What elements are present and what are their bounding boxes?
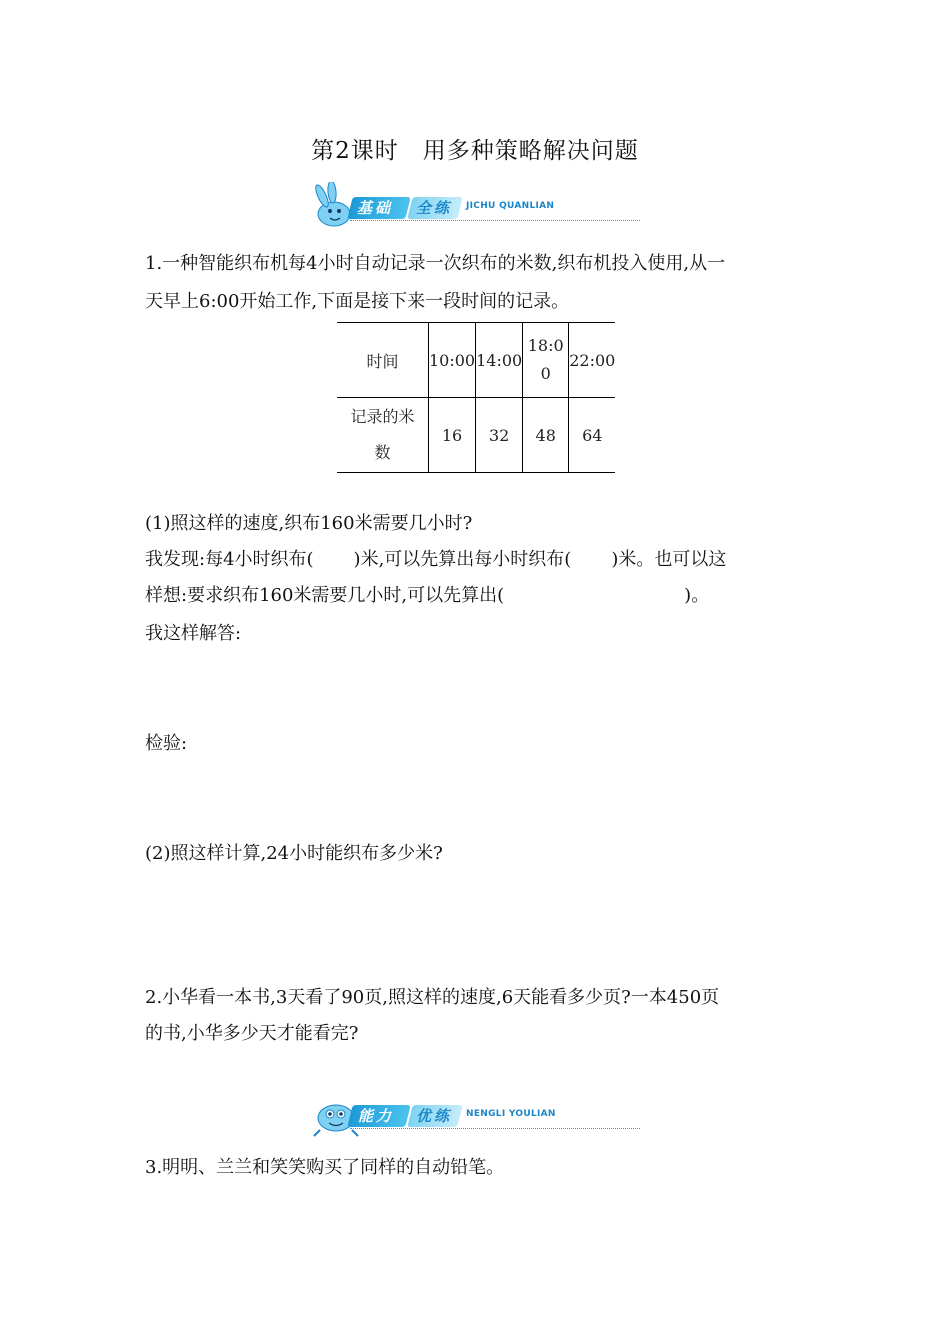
record-table: [337, 322, 615, 473]
q1-solve-label: 我这样解答:: [145, 623, 242, 644]
table-header-time: 时间: [337, 323, 429, 398]
header-part: 记录的米: [350, 407, 415, 426]
think-text-a: 样想:要求织布160米需要几小时,可以先算出(: [145, 585, 505, 606]
q1-line1: 1.一种智能织布机每4小时自动记录一次织布的米数,织布机投入使用,从一: [145, 253, 726, 274]
banner-dotted-line: [350, 1128, 640, 1129]
banner-english: NENGLI YOULIAN: [466, 1109, 556, 1119]
q1-check-label: 检验:: [145, 733, 188, 754]
table-cell-time: 14:00: [476, 323, 523, 398]
find-text-c: )米。也可以这: [611, 549, 727, 570]
table-cell-meters: 16: [429, 398, 476, 473]
table-cell-meters: 32: [476, 398, 523, 473]
banner-label-a: 能力: [358, 1107, 395, 1125]
q1-think-line: [145, 584, 709, 608]
table-cell-time: 10:00: [429, 323, 476, 398]
banner-label-b: 优练: [416, 1107, 453, 1125]
find-text-b: )米,可以先算出每小时织布(: [353, 549, 572, 570]
banner-label-b: 全练: [416, 199, 453, 217]
q3-line1: 3.明明、兰兰和笑笑购买了同样的自动铅笔。: [145, 1157, 505, 1178]
q2-line1: 2.小华看一本书,3天看了90页,照这样的速度,6天能看多少页?一本450页: [145, 987, 720, 1008]
table-header-meters: [337, 398, 429, 473]
banner-english: JICHU QUANLIAN: [466, 201, 555, 211]
table-cell-meters: 48: [523, 398, 569, 473]
page-title: 第2课时 用多种策略解决问题: [311, 138, 639, 164]
header-part: 数: [374, 443, 391, 462]
time-part: 0: [540, 364, 551, 383]
q1-line2: 天早上6:00开始工作,下面是接下来一段时间的记录。: [145, 291, 570, 312]
time-part: 18:0: [527, 336, 564, 355]
table-cell-time: [523, 323, 569, 398]
think-text-b: )。: [684, 585, 710, 606]
q1-find-line: [145, 548, 726, 572]
q1-sub1: (1)照这样的速度,织布160米需要几小时?: [145, 513, 473, 534]
table-cell-time: 22:00: [569, 323, 616, 398]
section-banner-basic: [300, 182, 640, 232]
table-cell-meters: 64: [569, 398, 616, 473]
q2-line2: 的书,小华多少天才能看完?: [145, 1023, 359, 1044]
q1-sub2: (2)照这样计算,24小时能织布多少米?: [145, 843, 443, 864]
banner-dotted-line: [350, 220, 640, 221]
find-text-a: 我发现:每4小时织布(: [145, 549, 314, 570]
banner-label-a: 基础: [357, 199, 394, 217]
section-banner-ability: [306, 1090, 640, 1140]
